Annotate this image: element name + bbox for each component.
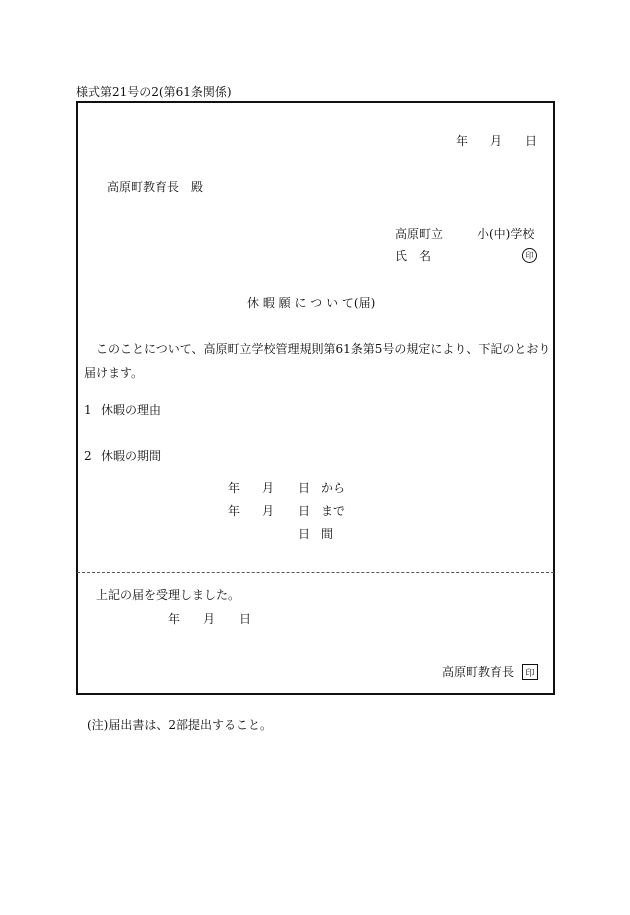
item2-number: 2 [84, 449, 92, 463]
period-until-month: 月 [262, 504, 275, 518]
body-line-1: このことについて、高原町立学校管理規則第61条第5号の規定により、下記のとおり [96, 342, 551, 356]
receipt-divider [77, 572, 554, 573]
receipt-seal-icon [522, 664, 538, 680]
receipt-year: 年 [168, 612, 181, 626]
period-days-day: 日 [298, 527, 311, 541]
period-until-year: 年 [228, 504, 241, 518]
date-month-label: 月 [490, 134, 503, 148]
period-from-text: から [321, 481, 346, 495]
receipt-text: 上記の届を受理しました。 [96, 588, 241, 602]
receipt-month: 月 [203, 612, 216, 626]
applicant-seal-text: 印 [525, 251, 534, 260]
period-from-day: 日 [298, 481, 311, 495]
form-number: 様式第21号の2(第61条関係) [76, 85, 232, 99]
period-from-year: 年 [228, 481, 241, 495]
applicant-name-label: 氏 名 [395, 249, 432, 263]
school-suffix: 小(中)学校 [477, 227, 535, 241]
school-prefix: 高原町立 [395, 227, 444, 241]
applicant-seal-icon [522, 248, 537, 263]
item1-number: 1 [84, 403, 92, 417]
date-day-label: 日 [525, 134, 538, 148]
item2-label: 休暇の期間 [101, 449, 162, 463]
date-year-label: 年 [456, 134, 469, 148]
period-days-between: 間 [321, 527, 334, 541]
period-from-month: 月 [262, 481, 275, 495]
receipt-seal-text: 印 [525, 668, 535, 679]
receipt-signer: 高原町教育長 [442, 665, 515, 679]
period-until-text: まで [321, 504, 346, 518]
item1-label: 休暇の理由 [101, 403, 162, 417]
receipt-day: 日 [239, 612, 252, 626]
body-line-2: 届けます。 [84, 366, 144, 380]
period-until-day: 日 [298, 504, 311, 518]
addressee: 高原町教育長 殿 [107, 180, 204, 194]
document-title: 休 暇 願 に つ い て(届) [247, 296, 376, 310]
footnote: (注)届出書は、2部提出すること。 [87, 718, 272, 732]
